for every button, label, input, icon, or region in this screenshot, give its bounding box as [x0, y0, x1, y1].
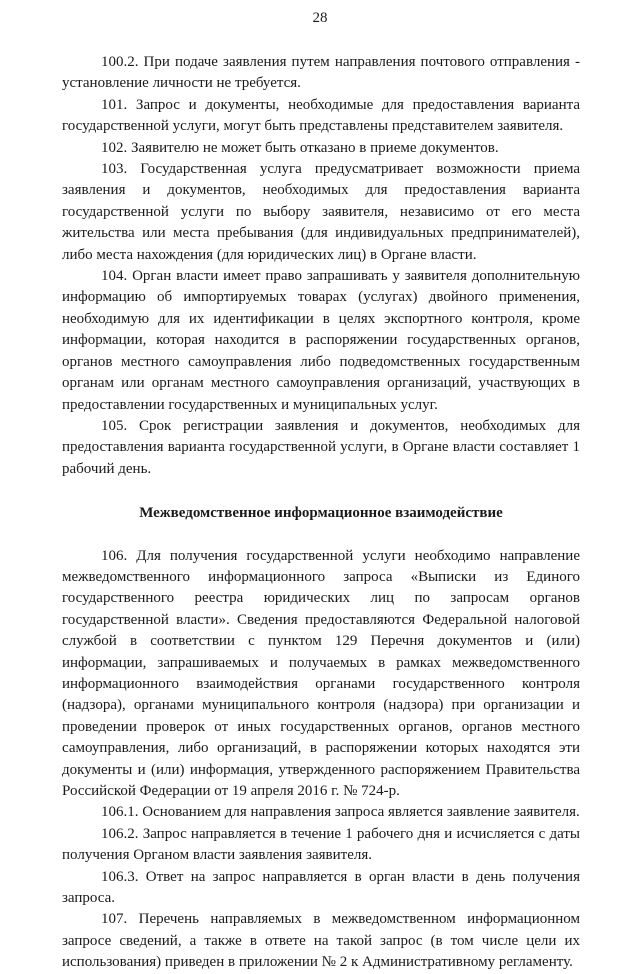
paragraph-101: 101. Запрос и документы, необходимые для предоставления варианта государственной услуги, могут быть представлены представителем заявителя. [62, 96, 580, 135]
paragraph-106: 106. Для получения государственной услуги необходимо направление межведомственного информационного запроса «Выписки из Единого государственного реестра юридических лиц по запросам органов государственной власти». Сведения предоставляются Федеральной налоговой службой в соответствии с пунктом 129 Перечня документов и (или) информации, запрашиваемых и получаемых в рамках межведомственного информационного взаимодействия органами государственного контроля (надзора), органами муниципального контроля (надзора) при организации и проведении проверок от иных государственных органов, органов местного самоуправления, либо организаций, в распоряжении которых находятся эти документы и (или) информация, утвержденного распоряжением Правительства Российской Федерации от 19 апреля 2016 г. № 724-р. [62, 547, 580, 799]
paragraph-106-3: 106.3. Ответ на запрос направляется в орган власти в день получения запроса. [62, 868, 580, 907]
paragraph-106-2: 106.2. Запрос направляется в течение 1 рабочего дня и исчисляется с даты получения Органом власти заявления заявителя. [62, 825, 580, 864]
document-body [62, 52, 580, 974]
paragraph-100-2: 100.2. При подаче заявления путем направления почтового отправления - установление личности не требуется. [62, 54, 580, 92]
paragraph-105: 105. Срок регистрации заявления и документов, необходимых для предоставления варианта государственной услуги, в Органе власти составляет 1 рабочий день. [62, 417, 580, 477]
page-number: 28 [312, 10, 328, 26]
paragraph-104: 104. Орган власти имеет право запрашивать у заявителя дополнительную информацию об импортируемых товарах (услугах) двойного применения, необходимую для их идентификации в целях экспортного контроля, кроме информации, которая находится в распоряжении государственных органов, органов местного самоуправления либо подведомственных государственным органам или органам местного самоуправления организаций, участвующих в предоставлении государственных и муниципальных услуг. [62, 268, 580, 413]
section-heading: Межведомственное информационное взаимодействие [139, 505, 503, 522]
paragraph-107: 107. Перечень направляемых в межведомственном информационном запросе сведений, а также в ответе на такой запрос (в том числе цели их использования) приведен в приложении № 2 к Административному регламенту. [62, 911, 580, 971]
paragraph-103: 103. Государственная услуга предусматривает возможности приема заявления и документов, необходимых для предоставления варианта государственной услуги по выбору заявителя, независимо от его места жительства или места пребывания (для индивидуальных предпринимателей), либо места нахождения (для юридических лиц) в Органе власти. [62, 161, 580, 263]
paragraph-102: 102. Заявителю не может быть отказано в приеме документов. [101, 139, 499, 156]
paragraph-106-1: 106.1. Основанием для направления запроса является заявление заявителя. [101, 804, 580, 821]
